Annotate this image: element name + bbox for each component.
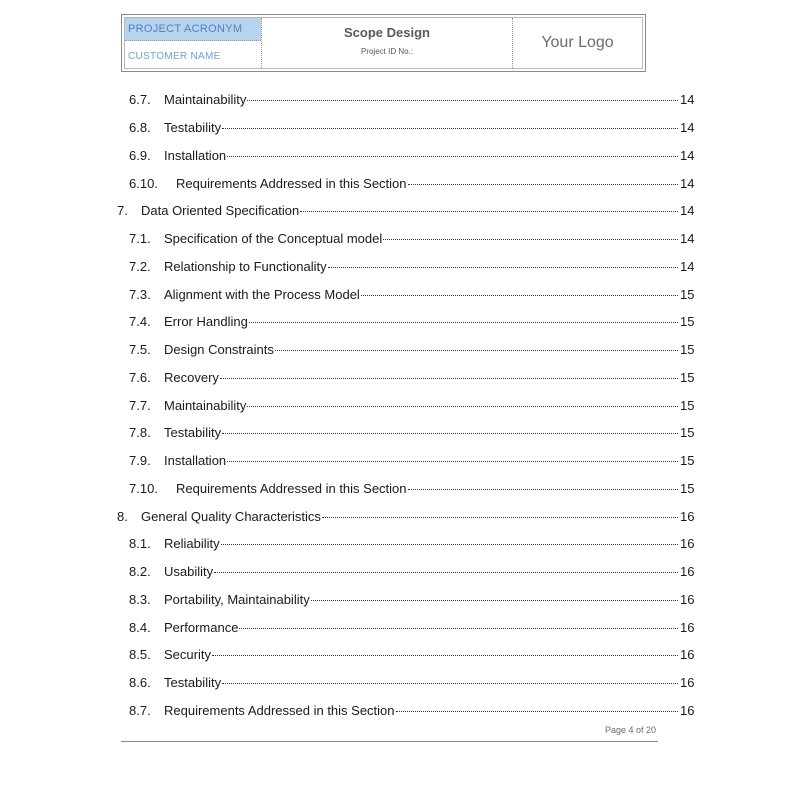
toc-dot-leader <box>328 267 678 268</box>
toc-entry[interactable] <box>0 364 800 392</box>
toc-dot-leader <box>222 433 678 434</box>
toc-entry-number: 7.3. <box>129 286 151 302</box>
toc-entry-number: 8.1. <box>129 536 151 552</box>
toc-entry[interactable] <box>0 419 800 447</box>
toc-entry-page: 16 <box>680 536 695 552</box>
toc-entry[interactable] <box>0 475 800 503</box>
document-title: Scope Design <box>344 25 430 40</box>
toc-entry-number: 8.4. <box>129 619 151 635</box>
toc-dot-leader <box>396 711 678 712</box>
toc-entry-number: 7.2. <box>129 258 151 274</box>
toc-entry-title: Maintainability <box>164 397 247 413</box>
toc-entry-number: 7.7. <box>129 397 151 413</box>
toc-entry-title: Requirements Addressed in this Section <box>176 480 407 496</box>
toc-dot-leader <box>227 461 678 462</box>
table-of-contents <box>0 86 800 724</box>
toc-entry-page: 16 <box>680 647 695 663</box>
logo-placeholder: Your Logo <box>541 34 614 51</box>
toc-dot-leader <box>247 406 678 407</box>
toc-dot-leader <box>222 128 678 129</box>
header-left-cell <box>125 18 262 68</box>
toc-entry[interactable] <box>0 308 800 336</box>
toc-dot-leader <box>214 572 678 573</box>
toc-entry-page: 15 <box>680 397 695 413</box>
toc-entry-number: 7.1. <box>129 231 151 247</box>
toc-entry-title: Portability, Maintainability <box>164 591 310 607</box>
toc-entry-page: 14 <box>680 92 695 108</box>
header-center-cell <box>262 18 513 68</box>
toc-entry-title: Relationship to Functionality <box>164 258 327 274</box>
toc-entry[interactable] <box>0 197 800 225</box>
page-number: Page 4 of 20 <box>604 725 656 735</box>
toc-dot-leader <box>408 489 678 490</box>
toc-entry-title: Data Oriented Specification <box>141 203 300 219</box>
toc-entry-page: 14 <box>680 231 695 247</box>
toc-entry-title: Reliability <box>164 536 220 552</box>
toc-entry[interactable] <box>0 280 800 308</box>
toc-entry-title: Design Constraints <box>164 342 274 358</box>
toc-entry-page: 15 <box>680 453 695 469</box>
toc-entry-number: 6.10. <box>129 175 158 191</box>
toc-entry[interactable] <box>0 641 800 669</box>
toc-entry-title: Error Handling <box>164 314 248 330</box>
toc-entry-page: 15 <box>680 369 695 385</box>
toc-entry[interactable] <box>0 530 800 558</box>
toc-entry-page: 15 <box>680 286 695 302</box>
toc-entry-title: General Quality Characteristics <box>141 508 321 524</box>
toc-entry[interactable] <box>0 669 800 697</box>
toc-entry-number: 7.10. <box>129 480 158 496</box>
toc-entry[interactable] <box>0 253 800 281</box>
toc-entry-title: Requirements Addressed in this Section <box>176 175 407 191</box>
toc-entry-title: Testability <box>164 120 222 136</box>
toc-dot-leader <box>383 239 678 240</box>
toc-entry[interactable] <box>0 169 800 197</box>
toc-entry-page: 14 <box>680 258 695 274</box>
toc-entry-title: Testability <box>164 425 222 441</box>
toc-entry-number: 7.8. <box>129 425 151 441</box>
toc-entry-page: 15 <box>680 342 695 358</box>
toc-entry[interactable] <box>0 86 800 114</box>
toc-entry-number: 8.6. <box>129 675 151 691</box>
toc-entry-title: Usability <box>164 564 214 580</box>
toc-entry-page: 14 <box>680 175 695 191</box>
toc-entry[interactable] <box>0 613 800 641</box>
toc-entry[interactable] <box>0 336 800 364</box>
project-id-label: Project ID No.: <box>360 47 413 56</box>
toc-entry-number: 6.7. <box>129 92 151 108</box>
toc-entry-page: 16 <box>680 591 695 607</box>
toc-entry[interactable] <box>0 502 800 530</box>
toc-dot-leader <box>222 683 678 684</box>
toc-entry-title: Performance <box>164 619 239 635</box>
toc-dot-leader <box>227 156 678 157</box>
footer-divider <box>121 741 658 742</box>
toc-entry-title: Specification of the Conceptual model <box>164 231 383 247</box>
toc-dot-leader <box>361 295 678 296</box>
toc-entry-title: Requirements Addressed in this Section <box>164 702 395 718</box>
toc-entry-page: 16 <box>680 702 695 718</box>
toc-entry-page: 15 <box>680 480 695 496</box>
toc-entry-title: Maintainability <box>164 92 247 108</box>
toc-entry-page: 16 <box>680 564 695 580</box>
toc-entry-number: 7.9. <box>129 453 151 469</box>
toc-dot-leader <box>239 628 678 629</box>
page-header <box>121 14 646 72</box>
toc-dot-leader <box>322 517 678 518</box>
toc-entry[interactable] <box>0 697 800 725</box>
toc-dot-leader <box>220 378 678 379</box>
toc-entry[interactable] <box>0 114 800 142</box>
toc-dot-leader <box>311 600 678 601</box>
header-table <box>124 17 643 69</box>
toc-entry-number: 7.4. <box>129 314 151 330</box>
toc-entry-title: Alignment with the Process Model <box>164 286 360 302</box>
toc-dot-leader <box>300 211 678 212</box>
toc-entry-number: 7.5. <box>129 342 151 358</box>
toc-entry-number: 7. <box>117 203 128 219</box>
toc-entry-title: Testability <box>164 675 222 691</box>
toc-entry-number: 6.8. <box>129 120 151 136</box>
toc-entry[interactable] <box>0 391 800 419</box>
toc-entry[interactable] <box>0 447 800 475</box>
toc-entry-number: 8.2. <box>129 564 151 580</box>
toc-entry-page: 16 <box>680 619 695 635</box>
toc-entry[interactable] <box>0 558 800 586</box>
project-acronym: PROJECT ACRONYM <box>125 18 261 41</box>
toc-entry-page: 14 <box>680 147 695 163</box>
toc-dot-leader <box>408 184 678 185</box>
toc-entry-number: 6.9. <box>129 147 151 163</box>
toc-entry-page: 16 <box>680 675 695 691</box>
toc-dot-leader <box>247 100 678 101</box>
toc-dot-leader <box>212 655 678 656</box>
toc-entry-number: 7.6. <box>129 369 151 385</box>
toc-entry[interactable] <box>0 142 800 170</box>
toc-entry-page: 15 <box>680 314 695 330</box>
toc-entry-page: 14 <box>680 203 695 219</box>
toc-dot-leader <box>249 322 678 323</box>
toc-entry-page: 16 <box>680 508 695 524</box>
toc-entry-number: 8.5. <box>129 647 151 663</box>
toc-entry-page: 14 <box>680 120 695 136</box>
toc-entry-number: 8. <box>117 508 128 524</box>
toc-entry-page: 15 <box>680 425 695 441</box>
toc-dot-leader <box>221 544 678 545</box>
toc-entry[interactable] <box>0 225 800 253</box>
toc-entry[interactable] <box>0 586 800 614</box>
toc-dot-leader <box>275 350 678 351</box>
toc-entry-title: Installation <box>164 453 227 469</box>
toc-entry-number: 8.3. <box>129 591 151 607</box>
toc-entry-title: Installation <box>164 147 227 163</box>
toc-entry-number: 8.7. <box>129 702 151 718</box>
toc-entry-title: Security <box>164 647 211 663</box>
customer-name: CUSTOMER NAME <box>128 51 221 62</box>
toc-entry-title: Recovery <box>164 369 219 385</box>
